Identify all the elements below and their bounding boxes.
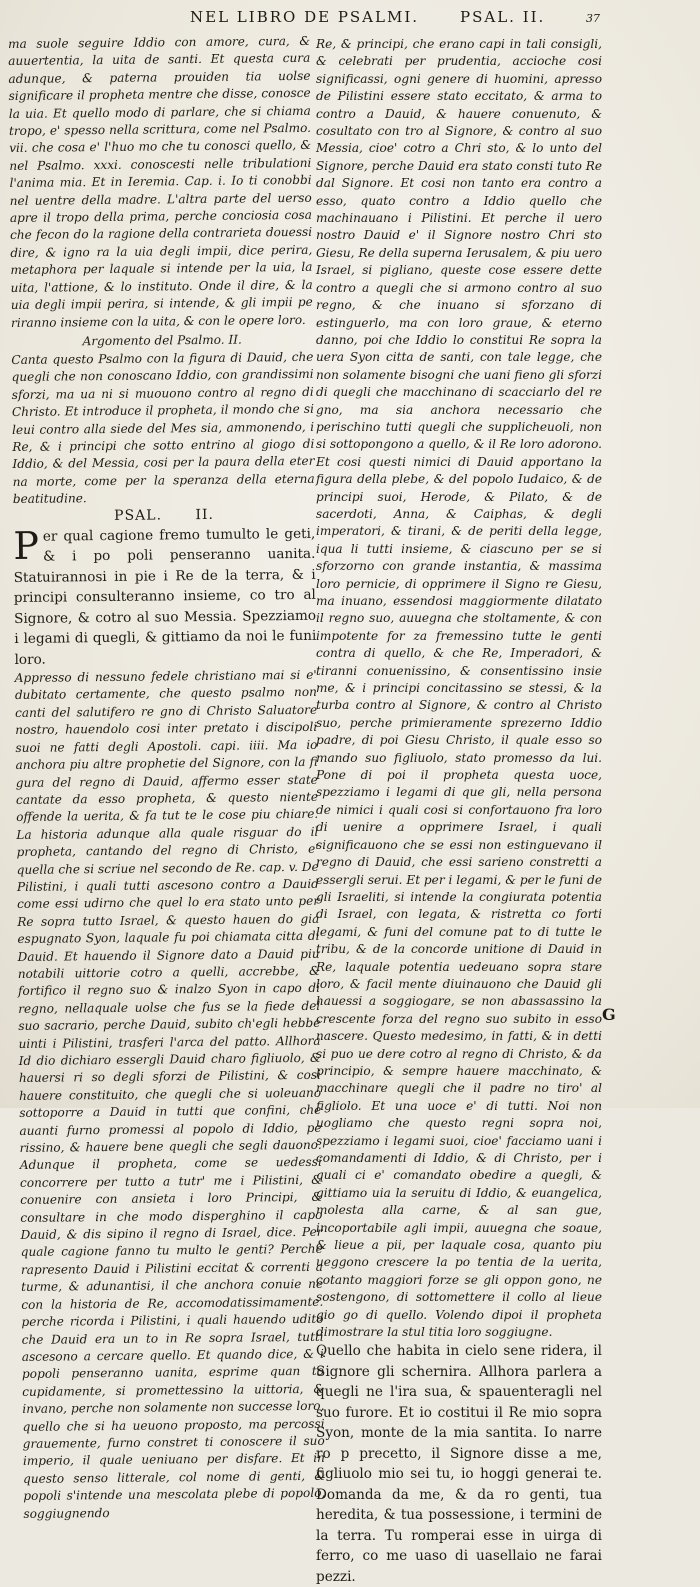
drop-cap: P <box>13 523 40 568</box>
psalm-heading-label: PSAL. <box>114 506 163 524</box>
page-number: 37 <box>586 12 600 25</box>
left-column <box>8 33 326 1521</box>
commentary-paragraph-right: Re, & principi, che erano capi in tali consigli, & celebrati per prudentia, accioche cosi significassi, ogni genere di huomini, apresso de Pilistini essere stato eccitato, & arma to contro a Dauid, & hauere conuenuto, & cosultato con tro al Signore, & contro al suo Messia, cioe' cotro a Chri sto, & lo unto del Signore, perche Dauid era stato consti tuto Re dal Signore. Et cosi non tanto era contro a esso, quato contro a Iddio quello che machinauano i Pilistini. Et perche il uero nostro Dauid e' il Signore nostro Chri sto Giesu, Re della superna Ierusalem, & piu uero Israel, si pigliano, queste cose essere dette contro a quegli che si armono contro al suo regno, & che inuano si sforzano di estinguerlo, ma con loro graue, & eterno danno, poi che Iddio lo constitui Re sopra la uera Syon citta de santi, con tale legge, che non solamente bisogni che uani fieno gli sforzi di quegli che macchinano di scacciarlo del re gno, ma sia anchora necessario che perischino tutti quegli che supplicheuoli, non si sottopongono a quello, & il Re loro adorono. Et cosi questi nimici di Dauid apportano la figura della plebe, & del popolo Iudaico, & de principi suoi, Herode, & Pilato, & de sacerdoti, Anna, & Caiphas, & degli imperatori, & tirani, & de periti della legge, iqua li tutti insieme, & ciascuno per se si sforzorno con grande instantia, & massima loro pernicie, di opprimere il Signo re Giesu, ma inuano, essendosi maggiormente dilatato il regno suo, auuegna che stoltamente, & con impotente for za fremessino tutte le genti contra di quello, & che Re, Imperadori, & tiranni conuenissino, & consentissino insie me, & i principi concitassino se stessi, & la turba contro al Signore, & contro al Christo suo, perche primieramente sprezerno Iddio padre, di poi Giesu Christo, il quale esso so mando suo figliuolo, stato promesso da lui. Pone di poi il propheta questa uoce, spezziamo i legami di que gli, nella persona de nimici i quali cosi si confortauono fra loro di uenire a opprimere Israel, i quali significauono che se essi non estinguevano il regno di Dauid, che essi sarieno constretti a essergli serui. Et per i legami, & per le funi de gli Israeliti, si intende la congiurata potentia di Israel, con legata, & ristretta co forti legami, & funi del comune pat to di tutte le tribu, & de la concorde unitione di Dauid in Re, laquale potentia uedeuano sopra stare loro, & facil mente diuinauono che Dauid gli hauessi a soggiogare, se non abassassino la crescente forza del regno suo subito in esso nascere. Questo medesimo, in fatti, & in detti si puo ue dere cotro al regno di Christo, & da principio, & sempre hauere macchinato, & macchinare quegli che il padre no tiro' al figliolo. Et una uoce e' di tutti. Noi non uogliamo che questo regni sopra noi, spezziamo i legami suoi, cioe' facciamo uani i comandamenti di Iddio, & di Christo, per i quali ci e' comandato obedire a quegli, & gittiamo uia la seruitu di Iddio, & euangelica, molesta alla carne, & al san gue, incoportabile agli impii, auuegna che soaue, & lieue a pii, per laquale cosa, quanto piu ueggono crescere la po tentia de la uerita, cotanto maggiori forze se gli oppon gono, ne sostengono, di sottomettere il collo al lieue gio go di quello. Volendo dipoi il propheta dimostrare la stul titia loro soggiugne. <box>316 37 602 1340</box>
commentary-paragraph-left: Appresso di nessuno fedele christiano mai si e' dubitato certamente, che questo psalmo non canti del salutifero re gno di Christo Saluatore nostro, hauendolo cosi inter pretato i discipoli suoi ne fatti degli Apostoli. capi. iiii. Ma io anchora piu altre prophetie del Signore, con la fi gura del regno di Dauid, affermo esser state cantate da esso propheta, & questo niente offende la uerita, & fa tut te le cose piu chiare. La historia adunque alla quale risguar do il propheta, cantando del regno di Christo, e' quella che si scriue nel secondo de Re. cap. v. De Pilistini, i quali tutti ascesono contro a Dauid come essi udirno che quel lo era stato unto per Re sopra tutto Israel, & questo hauen do gia espugnato Syon, laquale fu poi chiamata citta di Dauid. Et hauendo il Signore dato a Dauid piu notabili uittorie cotro a quelli, accrebbe, & fortifico il regno suo & inalzo Syon in capo di regno, nellaquale uolse che fus se la fiede del suo sacrario, perche Dauid, subito ch'egli hebbe uinti i Pilistini, trasferi l'arca del patto. Allhora Id dio dichiaro essergli Dauid charo figliuolo, & hauersi ri so degli sforzi de Pilistini, & cosi hauere constituito, che quegli che si uoleuano sottoporre a Dauid in tutti que confini, che auanti furno promessi al popolo di Iddio, pe rissino, & hauere bene quegli che segli dauono. Adunque il propheta, come se uedessi concorrere per tutto a tutr' me i Pilistini, & conuenire con ansieta i loro Principi, & consultare in che modo disperghino il capo Dauid, & dis sipino il regno di Israel, dice. Per quale cagione fanno tu multo le genti? Perche rapresento Dauid i Pilistini eccitat & correnti a turme, & adunantisi, il che anchora conuie ne con la historia de Re, accomodatissimamente. perche ricorda i Pilistini, i quali hauendo udito che Dauid era un to in Re sopra Israel, tutti ascesono a cercare quello. Et quando dice, & i popoli penseranno uanita, esprime quan to cupidamente, si promettessino la uittoria, & invano, perche non solamente non successe loro, quello che si ha ueuono proposto, ma percossi grauemente, furno constret ti conoscere il suo imperio, il quale ueniuano per disfare. Et in questo senso litterale, col nome di genti, & popoli s'intende una mescolata plebe di popolo, soggiugnendo <box>14 667 326 1521</box>
psalm-verse-block-left <box>13 523 316 670</box>
running-title: NEL LIBRO DE PSALMI. <box>190 8 420 26</box>
psalm-verse-text-right: Quello che habita in cielo sene ridera, il Signore gli schernira. Allhora parlera a quegli ne l'ira sua, & spauenteragli nel suo furore. Et io costitui il Re mio sopra Syon, monte de la mia santita. Io narre ro p precetto, il Signore disse a me, figliuolo mio sei tu, io hoggi generai te. Domanda da me, & da ro genti, tua heredita, & tua possessione, i termini de la terra. Tu romperai esse in uirga di ferro, co me uaso di uasellaio ne farai pezzi. <box>316 1343 602 1585</box>
psalm-verse-block-right <box>316 1341 602 1587</box>
right-commentary <box>316 36 602 1341</box>
section-heading: PSAL. II. <box>460 8 546 26</box>
left-intro-commentary <box>8 33 313 332</box>
left-commentary <box>15 667 326 1523</box>
argument-block <box>11 349 315 509</box>
psalm-heading <box>13 505 315 524</box>
argument-paragraph: Canta questo Psalmo con la figura di Dauid, che quegli che non conoscano Iddio, con grandissimi sforzi, ma ua ni si muouono contro al regno di Christo. Et introduce il propheta, il mondo che si leui contro alla siede del Mes sia, ammonendo, i Re, & i principi che sotto entrino al giogo di Iddio, & del Messia, cosi per la paura della eter na morte, come per la speranza della eterna beatitudine. <box>11 349 315 507</box>
signature-mark: G <box>602 1005 616 1024</box>
argument-title: Argomento del Psalmo. II. <box>82 332 242 349</box>
intro-paragraph: ma suole seguire Iddio con amore, cura, & auuertentia, la uita de santi. Et questa cura adunque, & paterna prouiden tia uolse significare il propheta mentre che disse, conosce la uia. Et quello modo di parlare, che si chiama tropo, e' spesso nella scrittura, come nel Psalmo. vii. che cosa e' l'huo mo che tu conosci quello, & nel Psalmo. xxxi. conoscesti nelle tribulationi l'anima mia. Et in Ieremia. Cap. i. Io ti conobbi nel uentre della madre. L'altra parte del uerso apre il tropo della prima, perche conciosia cosa che fecon do la ragione della contrarieta douessi dire, & igno ra la uia degli impii, dice perira, metaphora per laquale si intende per la uia, la uita, l'attione, & lo instituto. Onde il dire, & la uia degli impii perira, si intende, & gli impii pe riranno insieme con la uita, & con le opere loro. <box>8 33 313 330</box>
right-column <box>316 36 602 1585</box>
psalm-heading-number: II. <box>195 506 215 523</box>
page-header <box>0 8 700 34</box>
psalm-verse-text-left: er qual cagione fremo tumulto le geti, & i po poli penseranno uanita. Statuirannosi in pie i Re de la terra, & i principi consulteranno insieme, co tro al Signore, & cotro al suo Messia. Spezziamo i legami di quegli, & gittiamo da noi le funi loro. <box>13 525 317 668</box>
